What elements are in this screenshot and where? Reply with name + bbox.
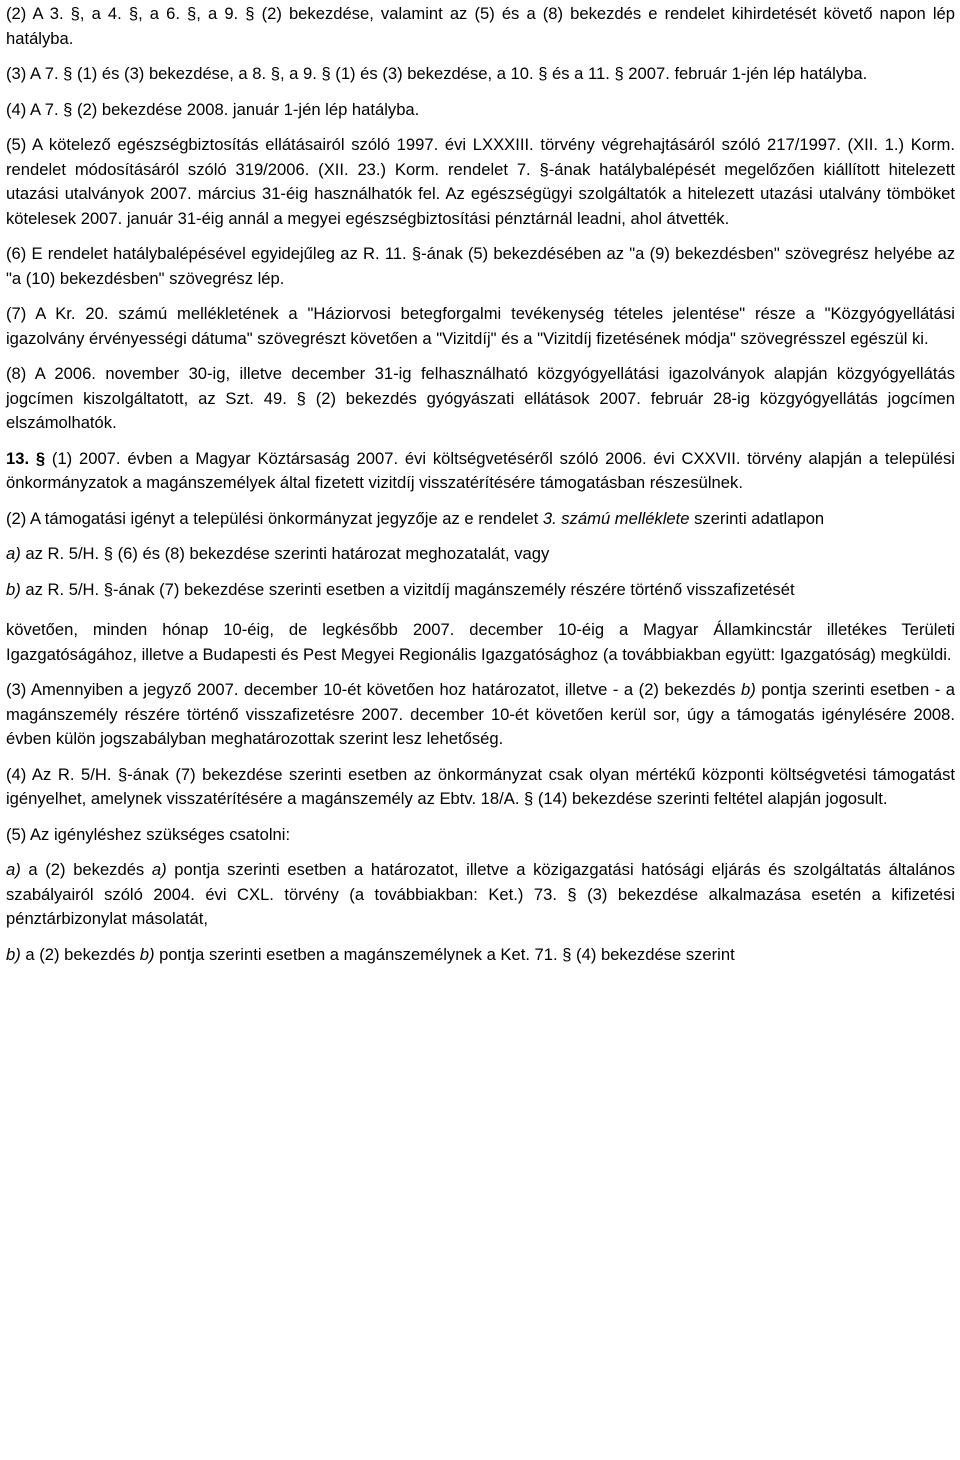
- point-reference: b): [139, 944, 155, 964]
- annex-reference: 3. számú melléklete: [542, 508, 690, 528]
- paragraph-4: (4) A 7. § (2) bekezdése 2008. január 1-jén lép hatályba.: [6, 99, 420, 119]
- document-page: [6, 2, 955, 967]
- text-span: (3) Amennyiben a jegyző 2007. december 10-ét követően hoz határozatot, illetve - a (2) bekezdés: [6, 680, 742, 699]
- point-label: b): [6, 579, 21, 599]
- point-text: az R. 5/H. § (6) és (8) bekezdése szerinti határozat meghozatalát, vagy: [20, 544, 550, 563]
- point-reference: b): [741, 680, 756, 699]
- paragraph-6: (6) E rendelet hatálybalépésével egyidejűleg az R. 11. §-ának (5) bekezdésében az "a (9) bekezdésben" szövegrész helyébe az "a (10) bekezdésben" szövegrész lép.: [6, 244, 955, 288]
- point-reference: a): [151, 860, 167, 879]
- paragraph-2: (2) A 3. §, a 4. §, a 6. §, a 9. § (2) bekezdése, valamint az (5) és a (8) bekezdés e rendelet kihirdetését követő napon lép hatályba.: [6, 4, 955, 48]
- paragraph-8: (8) A 2006. november 30-ig, illetve december 31-ig felhasználható közgyógyellátási igazolványok alapján közgyógyellátás jogcímen kiszolgáltatott, az Szt. 49. § (2) bekezdés gyógyászati ellátások 2007. február 28-ig közgyógyellátás jogcímen elszámolhatók.: [6, 364, 955, 432]
- section-13-paragraph-4: (4) Az R. 5/H. §-ának (7) bekezdése szerinti esetben az önkormányzat csak olyan mértékű központi költségvetési támogatást igényelhet, amelynek visszatérítésére a magánszemély az Ebtv. 18/A. § (14) bekezdése szerinti feltétel alapján jogosult.: [6, 764, 955, 808]
- point-label: a): [6, 860, 21, 879]
- text-span: szerinti adatlapon: [689, 508, 825, 528]
- point-a: [6, 542, 955, 567]
- point-label: a): [6, 544, 21, 563]
- text-span: a (2) bekezdés: [20, 944, 140, 964]
- text-span: pontja szerinti esetben - a magánszemély részére történő visszafizetésre 2007. december 10-ét követően kerül sor, úgy a támogatás igénylésére 2008. évben külön jogszabályban meghatározottak szerint lesz lehetőség.: [6, 680, 955, 748]
- section-text: (1) 2007. évben a Magyar Köztársaság 2007. évi költségvetéséről szóló 2006. évi CXXVII. törvény alapján a települési önkormányzatok a magánszemélyek által fizetett vizitdíj visszatérítésére támogatásban részesülnek.: [6, 448, 955, 492]
- attachment-point-b: [6, 943, 955, 968]
- point-b: [6, 578, 955, 603]
- section-13-paragraph-5: (5) Az igényléshez szükséges csatolni:: [6, 824, 291, 844]
- paragraph-5: (5) A kötelező egészségbiztosítás ellátásairól szóló 1997. évi LXXXIII. törvény végrehajtásáról szóló 217/1997. (XII. 1.) Korm. rendelet módosításáról szóló 319/2006. (XII. 23.) Korm. rendelet 7. §-ának hatálybalépését megelőzően kiállított hitelezett utazási utalványok 2007. március 31-éig használhatók fel. Az egészségügyi szolgáltatók a hitelezett utazási utalvány tömböket kötelesek 2007. január 31-éig annál a megyei egészségbiztosítási pénztárnál leadni, ahol átvették.: [6, 135, 955, 228]
- section-13-paragraph-3: [6, 678, 955, 752]
- paragraph-3: (3) A 7. § (1) és (3) bekezdése, a 8. §, a 9. § (1) és (3) bekezdése, a 10. § és a 11. § 2007. február 1-jén lép hatályba.: [6, 64, 868, 83]
- point-label: b): [6, 944, 21, 964]
- attachment-point-a: [6, 858, 955, 932]
- section-13-paragraph-1: [6, 447, 955, 496]
- paragraph-7: (7) A Kr. 20. számú mellékletének a "Háziorvosi betegforgalmi tevékenység tételes jelentése" része a "Közgyógyellátási igazolvány érvényességi dátuma" szövegrészt követően a "Vizitdíj" és a "Vizitdíj fizetésének módja" szövegrésszel egészül ki.: [6, 304, 955, 348]
- text-span: pontja szerinti esetben a határozatot, illetve a közigazgatási hatósági eljárás és szolgáltatás általános szabályairól szóló 2004. évi CXL. törvény (a továbbiakban: Ket.) 73. § (3) bekezdése alkalmazása esetén a kifizetési pénztárbizonylat másolatát,: [6, 860, 956, 928]
- text-span: a (2) bekezdés: [20, 860, 152, 879]
- section-13-paragraph-2: [6, 507, 955, 532]
- text-span: pontja szerinti esetben a magánszemélynek a Ket. 71. § (4) bekezdése szerint: [154, 944, 735, 964]
- text-span: (2) A támogatási igényt a települési önkormányzat jegyzője az e rendelet: [6, 508, 543, 528]
- continuation-paragraph: követően, minden hónap 10-éig, de legkésőbb 2007. december 10-éig a Magyar Államkincstár illetékes Területi Igazgatóságához, illetve a Budapesti és Pest Megyei Regionális Igazgatósághoz (a továbbiakban együtt: Igazgatóság) megküldi.: [6, 620, 955, 664]
- section-number: 13. §: [6, 448, 46, 468]
- point-text: az R. 5/H. §-ának (7) bekezdése szerinti esetben a vizitdíj magánszemély részére történő visszafizetését: [20, 579, 795, 599]
